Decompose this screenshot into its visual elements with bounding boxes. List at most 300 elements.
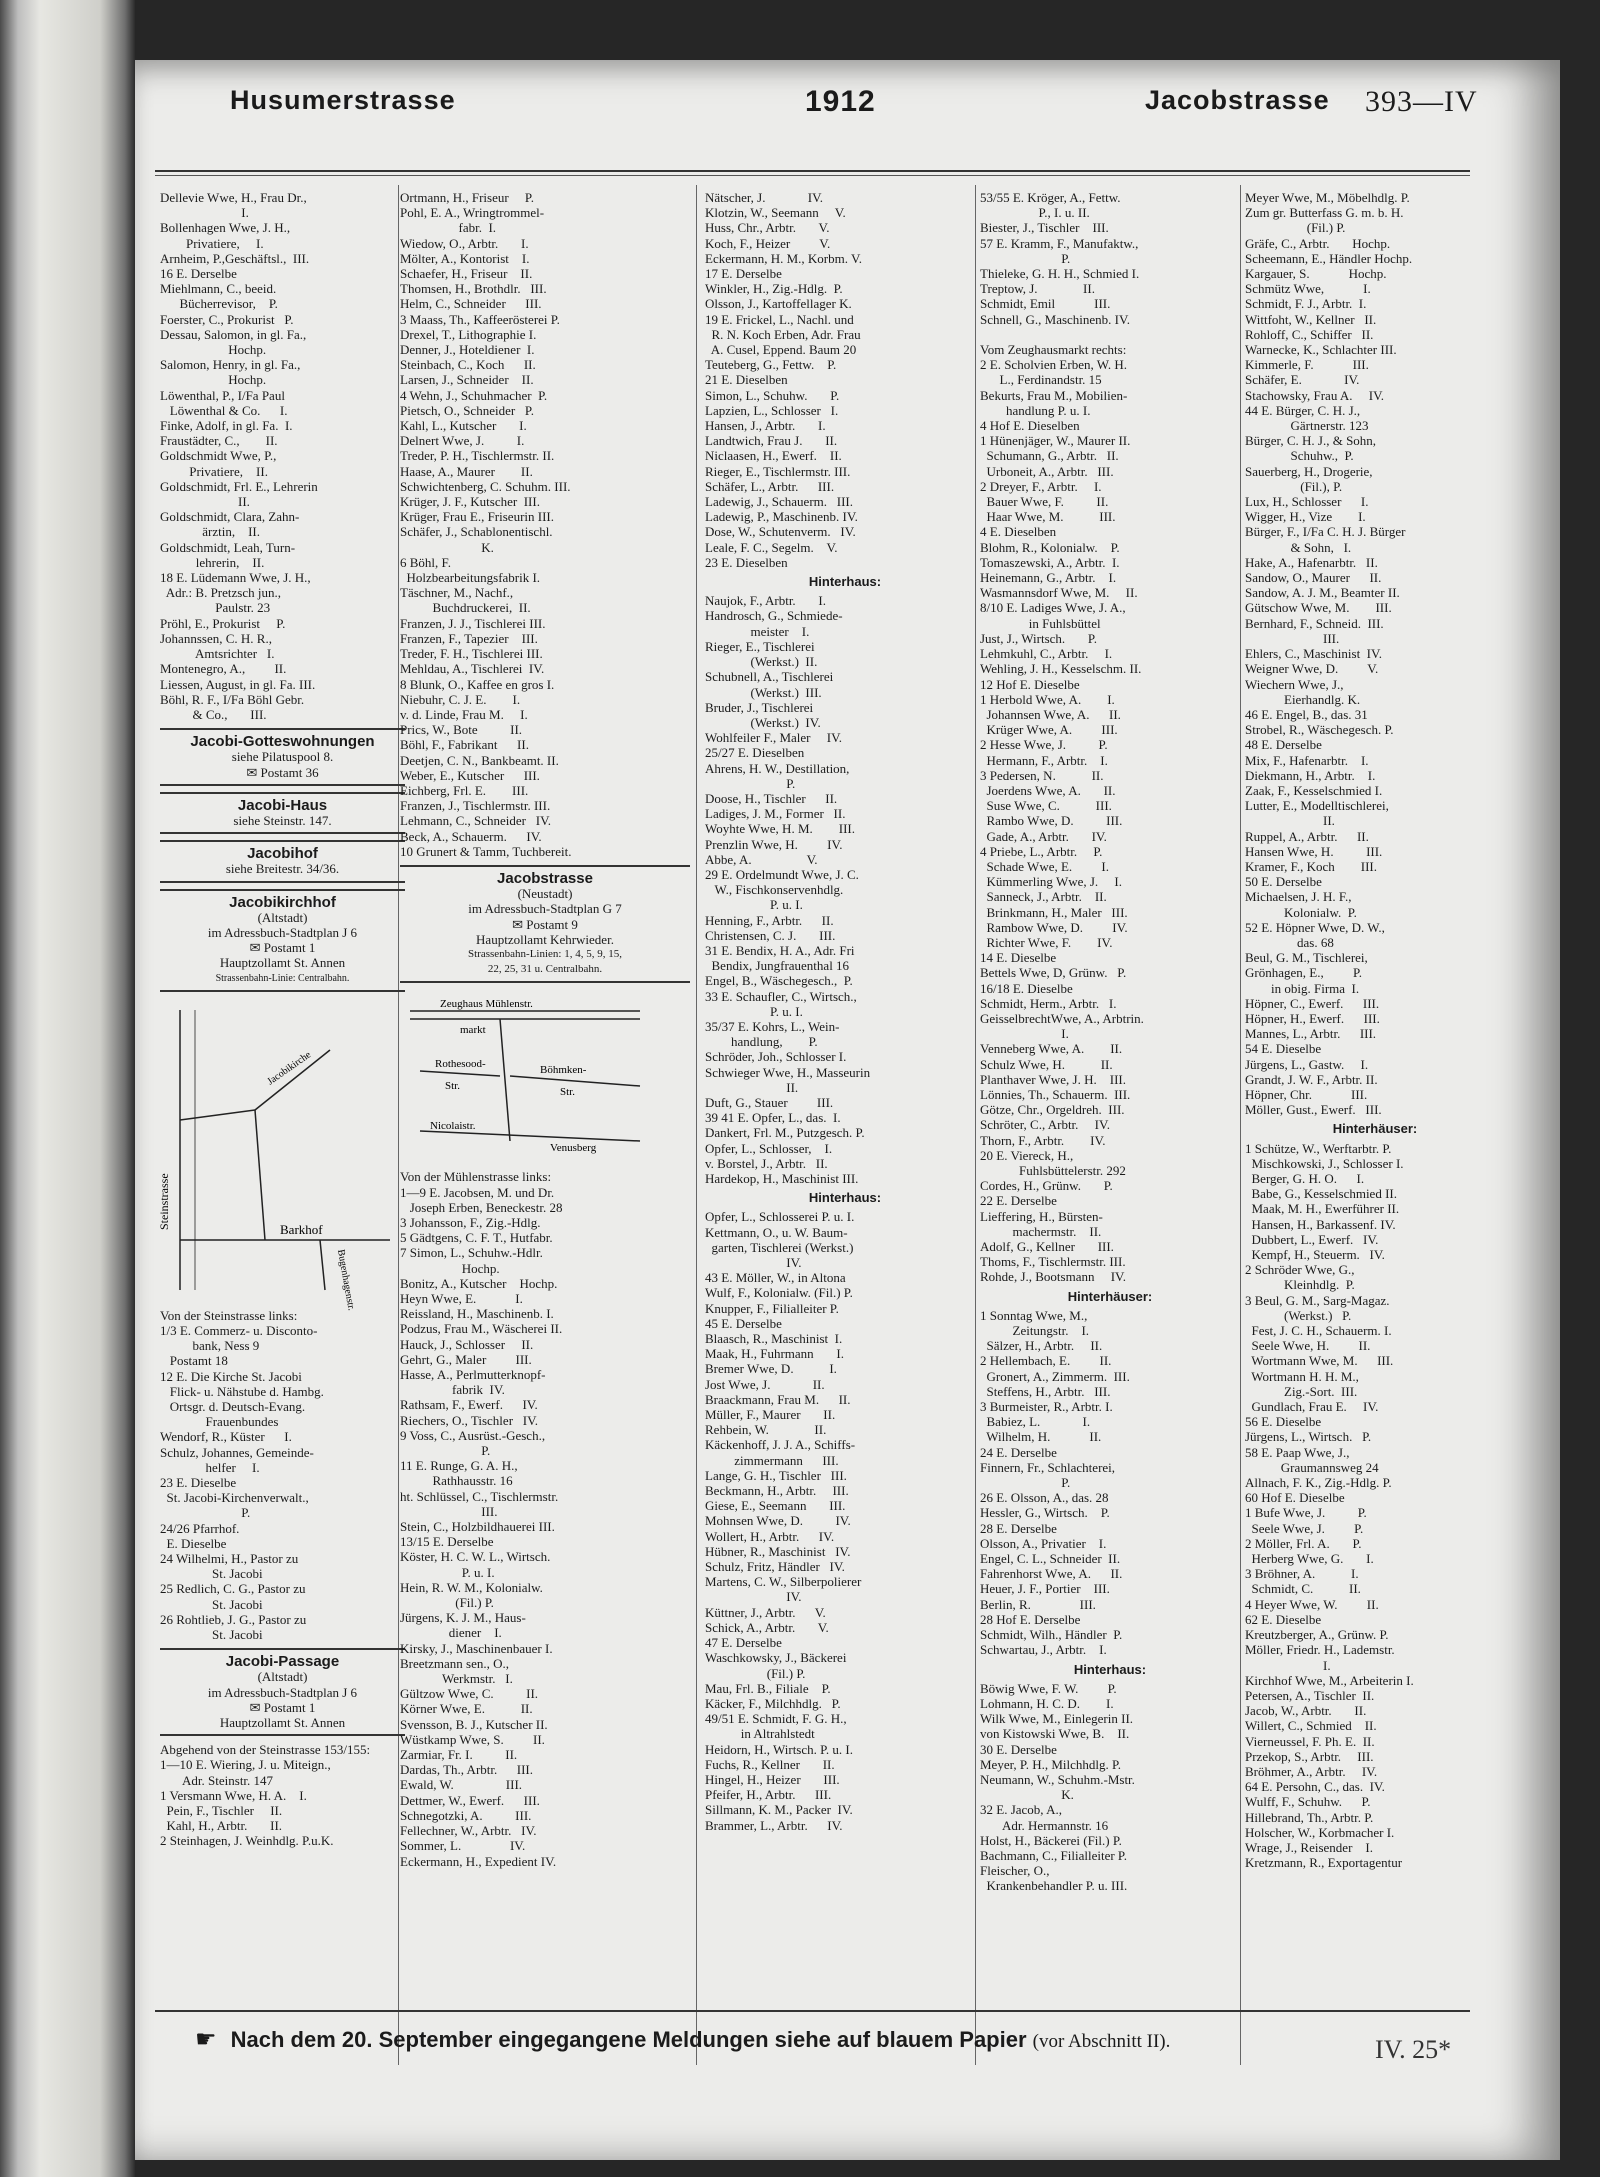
directory-entry: Allnach, F. K., Zig.-Hdlg. P. [1245, 1475, 1392, 1491]
directory-entry: Höpner, C., Ewerf. III. [1245, 995, 1380, 1011]
directory-entry: Thieleke, G. H. H., Schmied I. [980, 266, 1140, 282]
directory-entry: 1—9 E. Jacobsen, M. und Dr. [400, 1184, 555, 1200]
footer-note: (vor Abschnitt II). [1032, 2031, 1171, 2052]
directory-entry: Lux, H., Schlosser I. [1245, 494, 1369, 510]
directory-entry: Meyer, P. H., Milchhdlg. P. [980, 1756, 1122, 1772]
directory-entry: Kümmerling Wwe, J. I. [980, 874, 1123, 890]
page-mark: IV. 25* [1375, 2035, 1452, 2064]
directory-entry: Liessen, August, in gl. Fa. III. [160, 676, 316, 692]
directory-entry: Meyer Wwe, M., Möbelhdlg. P. [1245, 190, 1410, 205]
directory-entry: Seele Wwe, H. II. [1245, 1338, 1371, 1354]
directory-entry: Werkmstr. I. [400, 1671, 513, 1687]
directory-entry: II. [705, 1079, 799, 1095]
directory-entry: St. Jacobi [160, 1596, 263, 1612]
directory-entry: Frauenbundes [160, 1414, 279, 1430]
directory-entry: Martens, C. W., Silberpolierer [705, 1574, 862, 1590]
directory-entry: Lehmann, C., Schneider IV. [400, 813, 552, 829]
directory-entry: Graumannsweg 24 [1245, 1459, 1379, 1475]
directory-entry: 12 Hof E. Dieselbe [980, 676, 1080, 692]
directory-entry: 1—10 E. Wiering, J. u. Miteign., [160, 1757, 331, 1773]
directory-entry: 17 E. Derselbe [705, 266, 782, 282]
street-box-line: Hauptzollamt St. Annen [219, 955, 346, 971]
directory-entry: 52 E. Höpner Wwe, D. W., [1245, 919, 1385, 935]
directory-entry: Wendorf, R., Küster I. [160, 1429, 292, 1445]
map-label-nicolaistr: Nicolaistr. [430, 1120, 476, 1133]
postamt-label: Postamt 1 [263, 940, 316, 956]
directory-entry: Dubbert, L., Ewerf. IV. [1245, 1231, 1379, 1247]
directory-entry: Wehling, J. H., Kesselschm. II. [980, 661, 1142, 677]
directory-entry: Pröhl, E., Prokurist P. [160, 615, 286, 631]
directory-entry: Sauerberg, H., Drogerie, [1245, 463, 1373, 479]
directory-entry: Kreutzberger, A., Grünw. P. [1245, 1627, 1389, 1643]
directory-entry: Petersen, A., Tischler II. [1245, 1687, 1375, 1703]
directory-entry: Arnheim, P.,Geschäftsl., III. [160, 250, 310, 266]
directory-entry: Lieffering, H., Bürsten- [980, 1208, 1103, 1224]
directory-entry: 1 Sonntag Wwe, M., [980, 1307, 1088, 1323]
directory-entry: Montenegro, A., II. [160, 661, 287, 677]
directory-entry: Schaefer, H., Friseur II. [400, 266, 533, 282]
directory-entry: in obig. Firma I. [1245, 980, 1360, 996]
directory-entry: Rohde, J., Bootsmann IV. [980, 1269, 1127, 1285]
directory-entry: Hochp. [160, 372, 267, 388]
directory-entry: Rohloff, C., Schiffer II. [1245, 326, 1374, 342]
directory-entry: Nätscher, J. IV. [705, 190, 824, 205]
directory-entry: L., Ferdinandstr. 15 [980, 372, 1102, 388]
directory-entry: Svensson, B. J., Kutscher II. [400, 1716, 548, 1732]
directory-entry: 35/37 E. Kohrs, L., Wein- [705, 1018, 840, 1034]
directory-entry: Böhl, F., Fabrikant II. [400, 737, 529, 753]
directory-entry: Fest, J. C. H., Schauerm. I. [1245, 1323, 1392, 1339]
directory-entry: I. [160, 205, 249, 221]
directory-entry: 4 Heyer Wwe, W. II. [1245, 1596, 1379, 1612]
directory-entry: Naujok, F., Arbtr. I. [705, 593, 827, 609]
directory-entry: Küttner, J., Arbtr. V. [705, 1604, 826, 1620]
directory-entry: Hein, R. W. M., Kolonialw. [400, 1579, 543, 1595]
directory-entry: Berger, G. H. O. I. [1245, 1171, 1365, 1186]
directory-entry: Schwartau, J., Arbtr. I. [980, 1642, 1107, 1658]
directory-entry: (Werkst.) P. [1245, 1307, 1352, 1323]
directory-entry: 11 E. Runge, G. A. H., [400, 1458, 518, 1474]
directory-entry: handlung, P. [705, 1034, 818, 1050]
directory-entry: Knupper, F., Filialleiter P. [705, 1300, 839, 1316]
directory-entry: 47 E. Derselbe [705, 1635, 782, 1651]
entry-list [160, 1742, 405, 1848]
directory-entry: Klotzin, W., Seemann V. [705, 205, 846, 221]
directory-entry: Maak, M. H., Ewerführer II. [1245, 1201, 1400, 1217]
directory-entry: Dardas, Th., Arbtr. III. [400, 1762, 533, 1778]
directory-entry: Rathsam, F., Ewerf. IV. [400, 1397, 538, 1413]
directory-entry: Wigger, H., Vize I. [1245, 509, 1366, 525]
directory-entry: Franzen, J., Tischlermstr. III. [400, 798, 551, 814]
directory-entry: Vierneussel, F. Ph. E. II. [1245, 1733, 1375, 1749]
directory-entry: 2 Dreyer, F., Arbtr. I. [980, 478, 1102, 494]
directory-entry: Köster, H. C. W. L., Wirtsch. [400, 1549, 551, 1565]
street-box-title: Jacobi-Gotteswohnungen [190, 733, 375, 751]
directory-entry: 58 E. Paap Wwe, J., [1245, 1444, 1350, 1460]
directory-entry: 10 Grunert & Tamm, Tuchbereit. [400, 843, 572, 859]
directory-entry: 1 Herbold Wwe, A. I. [980, 691, 1115, 707]
directory-entry: Fleischer, O., [980, 1863, 1050, 1879]
directory-entry: Niebuhr, C. J. E. I. [400, 691, 521, 707]
directory-entry: Hansen, H., Barkassenf. IV. [1245, 1216, 1396, 1232]
directory-entry: Gärtnerstr. 123 [1245, 418, 1369, 434]
directory-entry: 18 E. Lüdemann Wwe, J. H., [160, 570, 311, 586]
directory-entry: Kargauer, S. Hochp. [1245, 266, 1387, 282]
street-box-line: Strassenbahn-Linien: 1, 4, 5, 9, 15, [468, 947, 622, 960]
directory-entry: Olsson, A., Privatier I. [980, 1535, 1107, 1551]
entry-list [160, 1308, 405, 1642]
directory-entry: Böhl, R. F., I/Fa Böhl Gebr. [160, 691, 305, 707]
directory-entry: Wittfoht, W., Kellner II. [1245, 311, 1377, 327]
directory-entry: Giese, E., Seemann III. [705, 1498, 846, 1514]
directory-entry: Eichberg, Frl. E. III. [400, 782, 529, 798]
directory-entry: 23 E. Dieselbe [160, 1474, 237, 1490]
directory-entry: Dettmer, W., Ewerf. III. [400, 1792, 540, 1808]
directory-entry: 4 Wehn, J., Schuhmacher P. [400, 387, 548, 403]
directory-entry: Hessler, G., Wirtsch. P. [980, 1505, 1110, 1521]
column-4 [980, 190, 1240, 2055]
street-box-line: siehe Steinstr. 147. [233, 812, 332, 828]
directory-entry: St. Jacobi [160, 1627, 263, 1643]
map-drawing [400, 991, 680, 1161]
directory-entry: Mehldau, A., Tischlerei IV. [400, 661, 545, 677]
directory-entry: (Werkst.) II. [705, 654, 818, 670]
map-label-bugenhagenstr: Bugenhagenstr. [335, 1248, 357, 1312]
envelope-icon: ✉ [249, 940, 264, 956]
directory-entry: Lehmkuhl, C., Arbtr. I. [980, 646, 1113, 662]
directory-entry: Gehrt, G., Maler III. [400, 1351, 532, 1367]
directory-entry: Venneberg Wwe, A. II. [980, 1041, 1123, 1057]
directory-entry: St. Jacobi-Kirchenverwalt., [160, 1490, 309, 1506]
footer-notice [195, 2025, 1455, 2059]
directory-entry: 6 Böhl, F. [400, 554, 451, 570]
directory-entry: Rieger, E., Tischlermstr. III. [705, 463, 851, 479]
directory-entry: 1/3 E. Commerz- u. Disconto- [160, 1322, 318, 1338]
directory-entry: 8 Blunk, O., Kaffee en gros I. [400, 676, 555, 692]
directory-entry: lehrerin, II. [160, 554, 265, 570]
directory-entry: St. Jacobi [160, 1566, 263, 1582]
map-label-rothesood-str: Str. [445, 1080, 460, 1093]
directory-entry: Deetjen, C. N., Bankbeamt. II. [400, 752, 559, 768]
map-label-boehmken: Böhmken- [540, 1064, 587, 1077]
directory-entry: (Fil.) P. [1245, 220, 1346, 236]
postamt-label: Postamt 9 [526, 916, 578, 932]
directory-entry: 14 E. Dieselbe [980, 950, 1057, 966]
directory-entry: Grandt, J. W. F., Arbtr. II. [1245, 1071, 1378, 1087]
directory-entry: E. Dieselbe [160, 1535, 227, 1551]
directory-entry: 26 E. Olsson, A., das. 28 [980, 1490, 1109, 1506]
column-5 [1245, 190, 1505, 2055]
directory-entry: 13/15 E. Derselbe [400, 1534, 494, 1550]
directory-entry: 22 E. Derselbe [980, 1193, 1057, 1209]
directory-entry: 1 Bufe Wwe, J. P. [1245, 1505, 1367, 1521]
directory-entry: Krüger, Frau E., Friseurin III. [400, 509, 554, 525]
map-label-barkhof: Barkhof [280, 1221, 323, 1237]
directory-entry: 31 E. Bendix, H. A., Adr. Fri [705, 942, 855, 958]
directory-entry: Lapzien, L., Schlosser I. [705, 402, 839, 418]
directory-entry: Hillebrand, Th., Arbtr. P. [1245, 1809, 1374, 1825]
directory-entry: Huss, Chr., Arbtr. V. [705, 220, 830, 236]
directory-entry: Handrosch, G., Schmiede- [705, 608, 843, 624]
directory-entry: Schnell, G., Maschinenb. IV. [980, 311, 1130, 327]
directory-entry: Richter Wwe, F. IV. [980, 934, 1113, 950]
directory-entry: Holscher, W., Korbmacher I. [1245, 1824, 1395, 1840]
directory-entry: 57 E. Kramm, F., Manufaktw., [980, 235, 1139, 251]
map-drawing [157, 1000, 400, 1312]
directory-entry: Wulff, F., Schuhw. P. [1245, 1794, 1371, 1810]
directory-entry: Franzen, F., Tapezier III. [400, 630, 538, 646]
street-box-line: (Altstadt) [257, 1669, 308, 1685]
directory-entry: Hermann, F., Arbtr. I. [980, 752, 1108, 768]
directory-entry: Schade Wwe, E. I. [980, 858, 1110, 874]
directory-entry: Bauer Wwe, F. II. [980, 494, 1109, 510]
directory-entry: 8/10 E. Ladiges Wwe, J. A., [980, 600, 1126, 616]
directory-entry: Kirsky, J., Maschinenbauer I. [400, 1640, 553, 1656]
directory-entry: Cordes, H., Grünw. P. [980, 1178, 1113, 1194]
street-box-line: im Adressbuch-Stadtplan G 7 [468, 901, 622, 917]
directory-entry: Opfer, L., Schlosserei P. u. I. [705, 1209, 855, 1225]
directory-entry: Bonitz, A., Kutscher Hochp. [400, 1275, 558, 1291]
directory-entry: Ladiges, J. M., Former II. [705, 806, 846, 822]
directory-entry: Adr. Hermannstr. 16 [980, 1817, 1109, 1833]
directory-entry: Wortmann H. H. M., [1245, 1368, 1359, 1384]
postamt-label: Postamt 36 [260, 764, 319, 780]
directory-entry: Zig.-Sort. III. [1245, 1383, 1358, 1399]
directory-entry: Diekmann, H., Arbtr. I. [1245, 767, 1376, 783]
footer-rule [155, 2010, 1470, 2012]
directory-entry: Rehbein, W. II. [705, 1422, 827, 1438]
directory-entry: Müller, F., Maurer II. [705, 1407, 836, 1423]
directory-entry: 53/55 E. Kröger, A., Fettw. [980, 190, 1121, 205]
directory-entry: Blaasch, R., Maschinist I. [705, 1331, 843, 1347]
street-box-jacobikirchhof [160, 889, 405, 992]
directory-entry: Schick, A., Arbtr. V. [705, 1619, 829, 1635]
directory-entry: Adr. Steinstr. 147 [160, 1772, 274, 1788]
directory-entry: Hingel, H., Heizer III. [705, 1771, 840, 1787]
entry-list [980, 1612, 1240, 1658]
directory-entry: Schwieger Wwe, H., Masseurin [705, 1064, 871, 1080]
directory-entry: Goldschmidt, Leah, Turn- [160, 539, 296, 555]
directory-entry: Goldschmidt, Clara, Zahn- [160, 509, 300, 525]
directory-entry: Winkler, H., Zig.-Hdlg. P. [705, 281, 843, 297]
directory-entry: Biester, J., Tischler III. [980, 220, 1109, 236]
directory-entry: Amtsrichter I. [160, 646, 275, 662]
directory-entry: Sillmann, K. M., Packer IV. [705, 1802, 853, 1818]
directory-entry: Privatiere, II. [160, 463, 268, 479]
directory-entry: Schumann, G., Arbtr. II. [980, 448, 1119, 464]
directory-entry: Höpner, Chr. III. [1245, 1086, 1368, 1102]
directory-entry: 12 E. Die Kirche St. Jacobi [160, 1368, 302, 1384]
directory-entry: 2 Hesse Wwe, J. P. [980, 737, 1108, 753]
directory-entry: Olsson, J., Kartoffellager K. [705, 296, 852, 312]
directory-entry: Krüger, J. F., Kutscher III. [400, 494, 540, 510]
directory-entry: Lange, G. H., Tischler III. [705, 1467, 847, 1483]
directory-entry: Brammer, L., Arbtr. IV. [705, 1817, 843, 1833]
directory-entry: 16/18 E. Dieselbe [980, 980, 1073, 996]
directory-entry: Engel, B., Wäschegesch., P. [705, 973, 853, 989]
directory-entry: Pietsch, O., Schneider P. [400, 402, 534, 418]
directory-entry: 28 E. Derselbe [980, 1520, 1057, 1536]
header-rule [155, 170, 1470, 172]
directory-entry: 48 E. Derselbe [1245, 737, 1322, 753]
directory-entry: 54 E. Dieselbe [1245, 1041, 1322, 1057]
directory-entry: 62 E. Dieselbe [1245, 1611, 1322, 1627]
directory-entry: GeisselbrechtWwe, A., Arbtrin. [980, 1010, 1144, 1026]
directory-entry: Eckermann, H., Expedient IV. [400, 1853, 557, 1869]
directory-entry: Jacob, W., Arbtr. II. [1245, 1703, 1367, 1719]
directory-entry: diener I. [400, 1625, 502, 1641]
directory-entry: fabr. I. [400, 220, 497, 236]
directory-entry: Heidorn, H., Wirtsch. P. u. I. [705, 1741, 854, 1757]
directory-entry: P. [980, 250, 1071, 266]
directory-entry: Blohm, R., Kolonialw. P. [980, 539, 1120, 555]
directory-entry: 16 E. Derselbe [160, 266, 237, 282]
directory-entry: I. [980, 1026, 1069, 1042]
directory-entry: Sälzer, H., Arbtr. II. [980, 1338, 1103, 1354]
directory-entry: 30 E. Derselbe [980, 1741, 1057, 1757]
directory-entry: Adolf, G., Kellner III. [980, 1239, 1114, 1255]
directory-entry: 1 Schütze, W., Werftarbtr. P. [1245, 1140, 1392, 1156]
directory-entry: Rathhausstr. 16 [400, 1473, 513, 1489]
directory-entry: Kleinhdlg. P. [1245, 1277, 1355, 1293]
directory-entry: Stachowsky, Frau A. IV. [1245, 387, 1385, 403]
directory-entry: A. Cusel, Eppend. Baum 20 [705, 342, 857, 358]
directory-entry: 1 Versmann Wwe, H. A. I. [160, 1787, 307, 1803]
directory-entry: Flick- u. Nähstube d. Hambg. [160, 1383, 324, 1399]
directory-entry: zimmermann III. [705, 1452, 839, 1468]
directory-entry: 20 E. Viereck, H., [980, 1147, 1074, 1163]
directory-entry: Joseph Erben, Beneckestr. 28 [400, 1199, 563, 1215]
directory-entry: Michaelsen, J. H. F., [1245, 889, 1352, 905]
street-box-line [160, 1700, 405, 1715]
directory-entry: Höpner, H., Ewerf. III. [1245, 1010, 1380, 1026]
directory-entry: Niclaasen, H., Ewerf. II. [705, 448, 842, 464]
directory-entry: Hansen Wwe, H. III. [1245, 843, 1383, 859]
directory-entry: fabrik IV. [400, 1382, 505, 1398]
footer-text: Nach dem 20. September eingegangene Meldungen siehe auf blauem Papier [230, 2027, 1027, 2052]
entry-list [160, 190, 405, 722]
directory-entry: Gronert, A., Zimmerm. III. [980, 1368, 1130, 1384]
street-box-jacobi-haus [160, 792, 405, 834]
directory-entry: Fraustädter, C., II. [160, 433, 278, 449]
header-rule-thin [155, 175, 1470, 176]
directory-entry: Hake, A., Hafenarbtr. II. [1245, 554, 1378, 570]
directory-entry: Doose, H., Tischler II. [705, 790, 838, 806]
directory-entry: Landtwich, Frau J. II. [705, 433, 838, 449]
directory-entry: 28 Hof E. Derselbe [980, 1611, 1081, 1627]
directory-entry: & Sohn, I. [1245, 539, 1352, 555]
directory-entry: Heyn Wwe, E. I. [400, 1290, 523, 1306]
directory-entry: Miehlmann, C., beeid. [160, 281, 277, 297]
directory-entry: Mannes, L., Arbtr. III. [1245, 1026, 1377, 1042]
directory-entry: Wulf, F., Kolonialw. (Fil.) P. [705, 1285, 853, 1301]
directory-entry: Lönnies, Th., Schauerm. III. [980, 1086, 1131, 1102]
column-divider [696, 185, 697, 2065]
directory-entry: Zarmiar, Fr. I. II. [400, 1747, 518, 1763]
directory-entry: in Altrahlstedt [705, 1726, 815, 1742]
directory-entry: garten, Tischlerei (Werkst.) [705, 1239, 854, 1255]
directory-entry: Bücherrevisor, P. [160, 296, 278, 312]
directory-entry: Wohlfeiler F., Maler IV. [705, 730, 843, 746]
street-map-jacobikirchhof [157, 1000, 400, 1312]
directory-entry: Holst, H., Bäckerei (Fil.) P. [980, 1832, 1122, 1848]
directory-entry: Steinbach, C., Koch II. [400, 357, 536, 373]
directory-entry: Rambow Wwe, D. IV. [980, 919, 1128, 935]
directory-entry: Rambo Wwe, D. III. [980, 813, 1123, 829]
directory-entry: Hochp. [160, 342, 267, 358]
directory-entry: Drexel, T., Lithographie I. [400, 326, 537, 342]
directory-entry: Bollenhagen Wwe, J. H., [160, 220, 291, 236]
directory-entry: (Werkst.) IV. [705, 714, 821, 730]
directory-entry: (Fil.), P. [1245, 478, 1343, 494]
directory-entry: 4 E. Dieselben [980, 524, 1057, 540]
directory-entry: Teuteberg, G., Fettw. P. [705, 357, 837, 373]
directory-entry: P. [705, 775, 796, 791]
directory-entry: Dose, W., Schutenverm. IV. [705, 524, 856, 540]
directory-entry: Mau, Frl. B., Filiale P. [705, 1680, 831, 1696]
directory-entry: Möller, Friedr. H., Lademstr. [1245, 1642, 1395, 1658]
directory-entry: 9 Voss, C., Ausrüst.-Gesch., [400, 1427, 546, 1443]
directory-entry: Woyhte Wwe, H. M. III. [705, 821, 855, 837]
entry-list [400, 1169, 690, 1868]
street-box-title: Jacobi-Haus [237, 796, 328, 814]
directory-entry: 3 Beul, G. M., Sarg-Magaz. [1245, 1292, 1390, 1308]
directory-entry: Bürger, F., I/Fa C. H. J. Bürger [1245, 524, 1406, 540]
directory-entry: & Co., III. [160, 706, 267, 722]
directory-entry: ärztin, II. [160, 524, 261, 540]
directory-entry: Fellechner, W., Arbtr. IV. [400, 1823, 537, 1839]
map-label-boehmken-str: Str. [560, 1086, 575, 1099]
directory-entry: von Kistowski Wwe, B. II. [980, 1726, 1130, 1742]
directory-entry: P. u. I. [400, 1564, 495, 1580]
directory-entry: Hasse, A., Perlmutterknopf- [400, 1367, 546, 1382]
directory-entry: 7 Simon, L., Schuhw.-Hdlr. [400, 1245, 543, 1261]
directory-entry: Planthaver Wwe, J. H. III. [980, 1071, 1126, 1087]
entry-list [1245, 1141, 1505, 1871]
directory-entry: Willert, C., Schmied II. [1245, 1718, 1377, 1734]
directory-entry: Ruppel, A., Arbtr. II. [1245, 828, 1369, 844]
directory-entry: Wiechern Wwe, J., [1245, 676, 1344, 692]
directory-entry: Finke, Adolf, in gl. Fa. I. [160, 418, 293, 434]
directory-entry: Helm, C., Schneider III. [400, 296, 542, 312]
book-spine-edge [0, 0, 135, 2177]
map-label-steinstrasse: Steinstrasse [157, 1173, 171, 1230]
street-box-jacobihof [160, 840, 405, 882]
directory-entry: Eckermann, H. M., Korbm. V. [705, 250, 862, 266]
directory-entry: Buchdruckerei, II. [400, 600, 531, 616]
directory-entry: Simon, L., Schuhw. P. [705, 387, 840, 403]
directory-entry: Kahl, L., Kutscher I. [400, 418, 527, 434]
directory-entry: Böwig Wwe, F. W. P. [980, 1680, 1117, 1696]
directory-entry: handlung P. u. I. [980, 402, 1091, 418]
directory-entry: 2 Schröder Wwe, G., [1245, 1262, 1355, 1278]
entry-list [705, 593, 985, 1186]
directory-entry: Kempf, H., Steuerm. IV. [1245, 1247, 1385, 1263]
directory-entry: Lohmann, H. C. D. I. [980, 1695, 1114, 1711]
directory-entry: 32 E. Jacob, A., [980, 1802, 1062, 1818]
directory-entry: Sandow, A. J. M., Beamter II. [1245, 585, 1400, 601]
map-label-rothesood: Rothesood- [435, 1058, 486, 1071]
map-label-markt: markt [460, 1024, 486, 1037]
directory-entry: Täschner, M., Nachf., [400, 585, 514, 601]
entry-list [400, 190, 690, 859]
directory-entry: Haar Wwe, M. III. [980, 509, 1116, 525]
directory-entry: Goldschmidt Wwe, P., [160, 448, 277, 464]
entry-list [705, 190, 985, 570]
directory-entry: Zum gr. Butterfass G. m. b. H. [1245, 205, 1404, 221]
directory-entry: Berlin, R. III. [980, 1596, 1096, 1612]
directory-entry: Bröhmer, A., Arbtr. IV. [1245, 1763, 1378, 1779]
